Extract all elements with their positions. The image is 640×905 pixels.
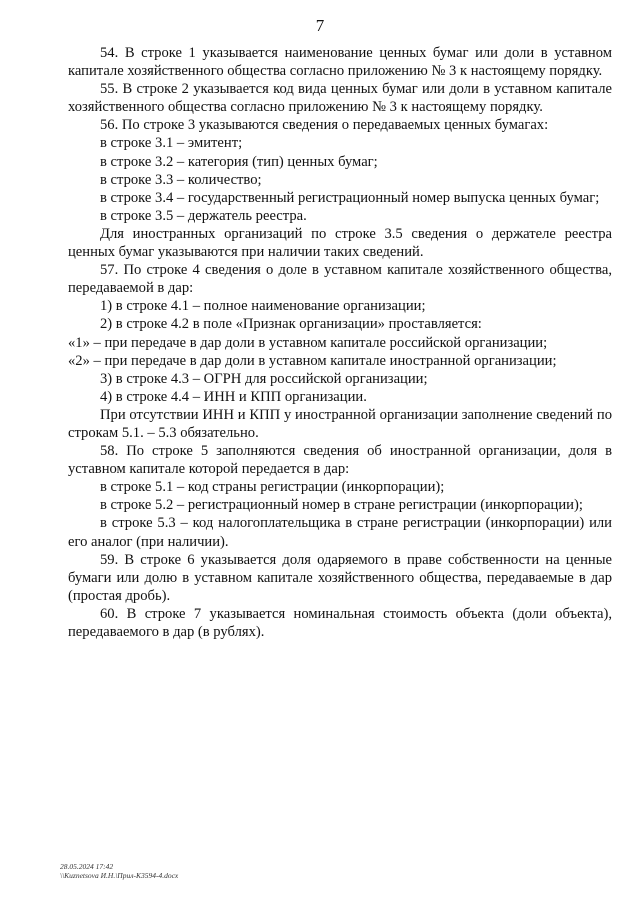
page-number: 7	[315, 16, 325, 35]
paragraph-59: 59. В строке 6 указывается доля одаряемого в праве собственности на ценные бумаги или долю в уставном капитале хозяйственного общества, передаваемые в дар (простая дробь).	[68, 551, 612, 604]
list-item-4-1: 1) в строке 4.1 – полное наименование организации;	[100, 298, 426, 315]
list-item-5-1: в строке 5.1 – код страны регистрации (инкорпорации);	[100, 479, 445, 496]
list-item-5-2: в строке 5.2 – регистрационный номер в стране регистрации (инкорпорации);	[100, 497, 583, 514]
paragraph-foreign-registry: Для иностранных организаций по строке 3.5 сведения о держателе реестра ценных бумаг указываются при наличии таких сведений.	[68, 225, 612, 261]
paragraph-no-inn: При отсутствии ИНН и КПП у иностранной организации заполнение сведений по строкам 5.1. – 5.3 обязательно.	[68, 406, 612, 441]
footer-timestamp: 28.05.2024 17:42	[60, 862, 114, 871]
document-body	[68, 44, 612, 641]
list-item-3-4: в строке 3.4 – государственный регистрационный номер выпуска ценных бумаг;	[100, 189, 600, 206]
list-item-3-2: в строке 3.2 – категория (тип) ценных бумаг;	[100, 153, 378, 170]
list-item-3-3: в строке 3.3 – количество;	[100, 171, 262, 188]
document-footer	[60, 862, 178, 880]
list-item-4-3: 3) в строке 4.3 – ОГРН для российской организации;	[100, 370, 428, 387]
paragraph-54: 54. В строке 1 указывается наименование ценных бумаг или доли в уставном капитале хозяйственного общества согласно приложению № 3 к настоящему порядку.	[68, 45, 612, 80]
paragraph-58: 58. По строке 5 заполняются сведения об иностранной организации, доля в уставном капитале которой передается в дар:	[68, 443, 612, 478]
list-item-4-4: 4) в строке 4.4 – ИНН и КПП организации.	[100, 388, 367, 405]
list-item-3-1: в строке 3.1 – эмитент;	[100, 135, 243, 152]
paragraph-60: 60. В строке 7 указывается номинальная стоимость объекта (доли объекта), передаваемого в дар (в рублях).	[68, 605, 612, 640]
list-item-4-2: 2) в строке 4.2 в поле «Признак организации» проставляется:	[100, 316, 482, 333]
sign-1-item: «1» – при передаче в дар доли в уставном капитале российской организации;	[68, 334, 548, 351]
sign-2-item: «2» – при передаче в дар доли в уставном капитале иностранной организации;	[68, 352, 557, 369]
paragraph-55: 55. В строке 2 указывается код вида ценных бумаг или доли в уставном капитале хозяйственного общества согласно приложению № 3 к настоящему порядку.	[68, 81, 612, 116]
footer-file-path: \\Kuznetsova И.Н.\Прил-К3594-4.docx	[60, 871, 179, 880]
list-item-5-3: в строке 5.3 – код налогоплательщика в стране регистрации (инкорпорации) или его аналог (при наличии).	[68, 515, 612, 550]
paragraph-56: 56. По строке 3 указываются сведения о передаваемых ценных бумагах:	[100, 117, 549, 134]
paragraph-57: 57. По строке 4 сведения о доле в уставном капитале хозяйственного общества, передаваемой в дар:	[68, 262, 612, 297]
list-item-3-5: в строке 3.5 – держатель реестра.	[100, 207, 307, 224]
